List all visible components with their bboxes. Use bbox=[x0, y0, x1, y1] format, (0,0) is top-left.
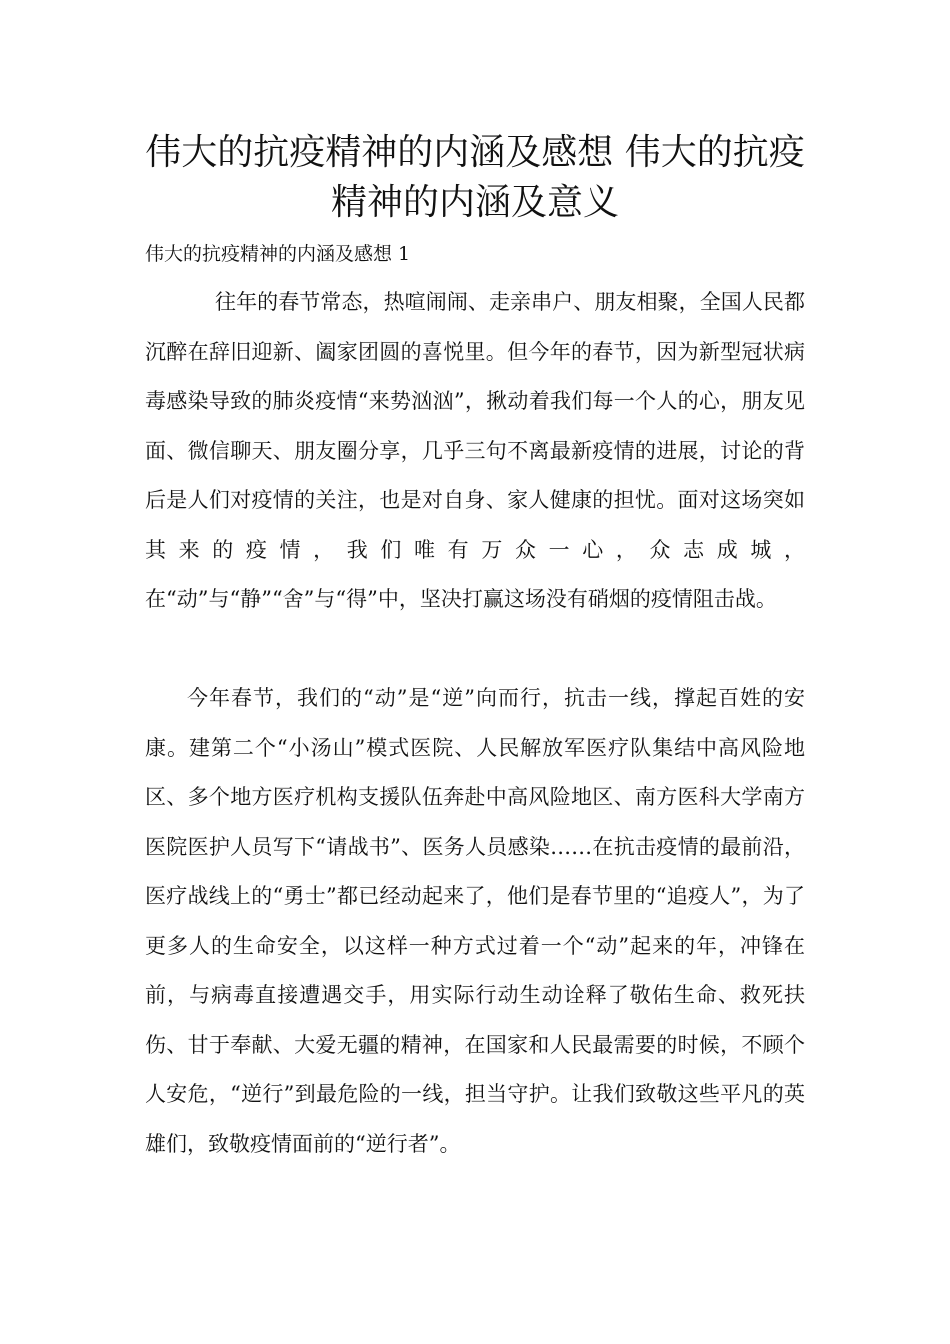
document-title: 伟大的抗疫精神的内涵及感想 伟大的抗疫精神的内涵及意义 bbox=[145, 132, 805, 223]
paragraph-2: 今年春节，我们的“动”是“逆”向而行，抗击一线，撑起百姓的安康。建第二个“小汤山”模式医院、人民解放军医疗队集结中高风险地区、多个地方医疗机构支援队伍奔赴中高风险地区、南方医科大学南方医院医护人员写下“请战书”、医务人员感染……在抗击疫情的最前沿，医疗战线上的“勇士”都已经动起来了，他们是春节里的“追疫人”，为了更多人的生命安全，以这样一种方式过着一个“动”起来的年，冲锋在前，与病毒直接遭遇交手，用实际行动生动诠释了敬佑生命、救死扶伤、甘于奉献、大爱无疆的精神，在国家和人民最需要的时候，不顾个人安危，“逆行”到最危险的一线，担当守护。让我们致敬这些平凡的英雄们，致敬疫情面前的“逆行者”。 bbox=[145, 686, 805, 1156]
paragraph-1: 往年的春节常态，热喧闹闹、走亲串户、朋友相聚，全国人民都沉醉在辞旧迎新、阖家团圆的喜悦里。但今年的春节，因为新型冠状病毒感染导致的肺炎疫情“来势汹汹”，揪动着我们每一个人的心，朋友见面、微信聊天、朋友圈分享，几乎三句不离最新疫情的进展，讨论的背后是人们对疫情的关注，也是对自身、家人健康的担忧。面对这场突如其来的疫情，我们唯有万众一心，众志成城，在“动”与“静”“舍”与“得”中，坚决打赢这场没有硝烟的疫情阻击战。 bbox=[145, 290, 805, 611]
section-subtitle: 伟大的抗疫精神的内涵及感想 1 bbox=[145, 243, 411, 265]
